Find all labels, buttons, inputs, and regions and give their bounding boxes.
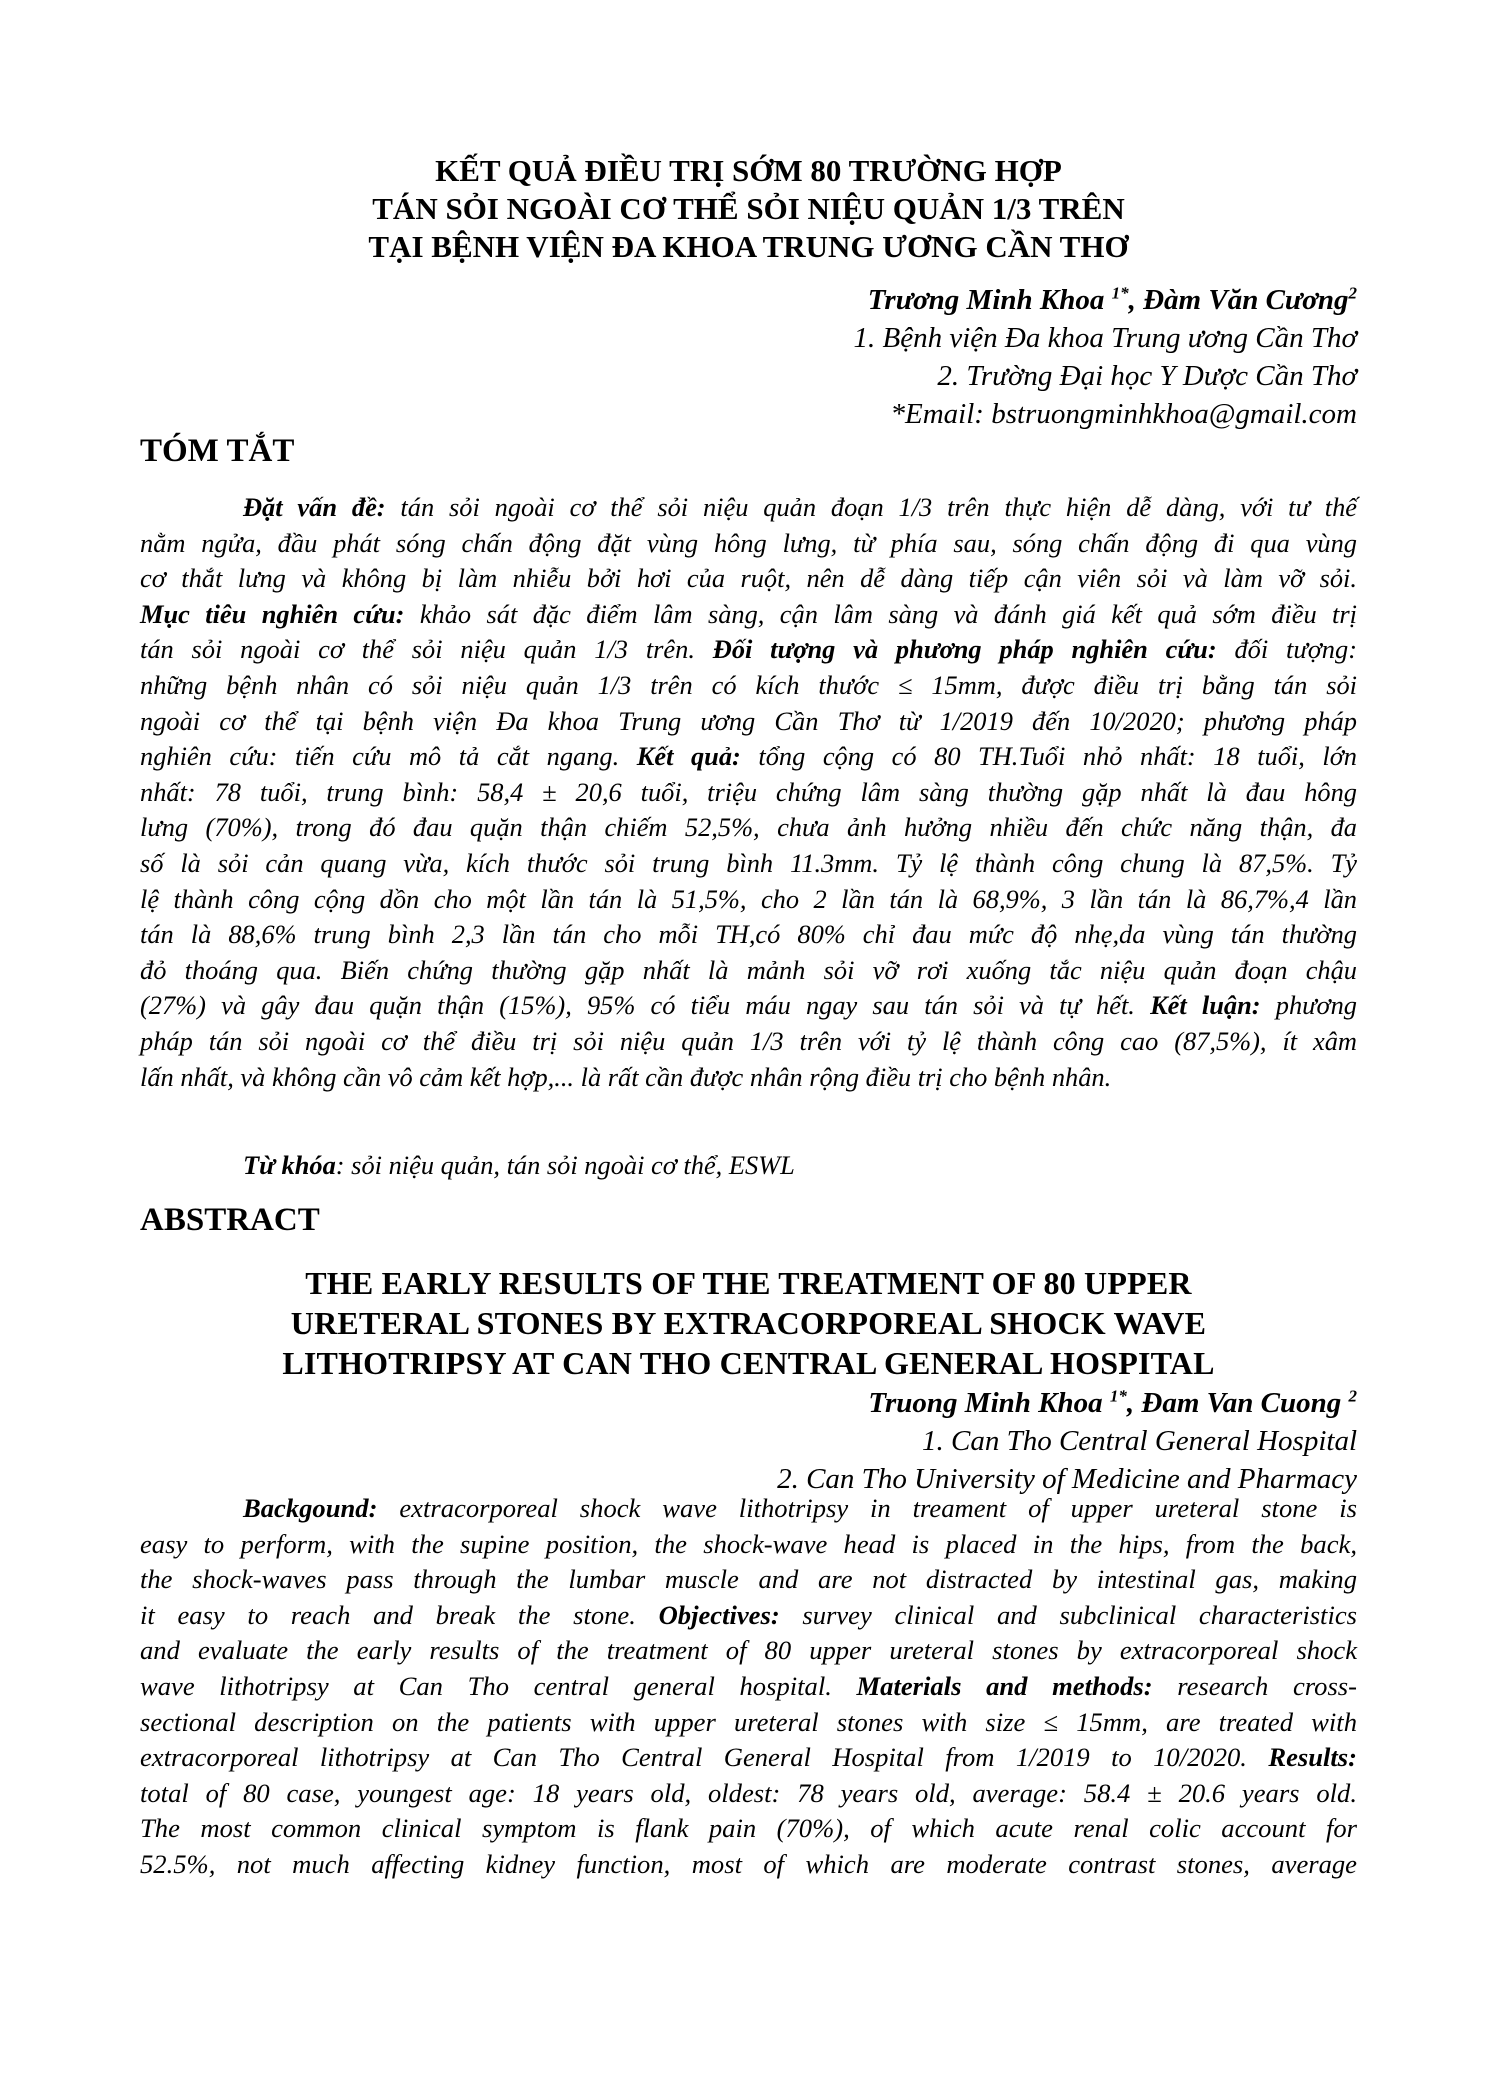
paragraph-line <box>140 1811 1357 1847</box>
author-superscript: 2 <box>1348 1386 1357 1406</box>
paragraph-line <box>140 1024 1357 1060</box>
title-line: LITHOTRIPSY AT CAN THO CENTRAL GENERAL HOSPITAL <box>282 1345 1215 1381</box>
paragraph-line <box>140 739 1357 775</box>
section-label: Materials and methods: <box>856 1670 1153 1701</box>
paragraph-line <box>140 1740 1357 1776</box>
paragraph-text: lệ thành công cộng dồn cho một lần tán là 51,5%, cho 2 lần tán là 68,9%, 3 lần tán là 86,7%,4 lần <box>140 883 1357 914</box>
title-line: URETERAL STONES BY EXTRACORPOREAL SHOCK WAVE <box>290 1305 1207 1341</box>
paragraph-line <box>140 953 1357 989</box>
author-line <box>777 1384 1357 1422</box>
keywords-label: Từ khóa <box>243 1150 336 1180</box>
section-label: Results: <box>1268 1742 1357 1773</box>
paragraph-text: easy to perform, with the supine position, the shock-wave head is placed in the hips, from the back, <box>140 1528 1357 1559</box>
author-email: *Email: bstruongminhkhoa@gmail.com <box>890 398 1357 430</box>
vietnamese-summary-body <box>140 490 1357 1095</box>
paragraph-text: total of 80 case, youngest age: 18 years old, oldest: 78 years old, average: 58.4 ± 20.6 years old. <box>140 1777 1357 1808</box>
vietnamese-title <box>0 152 1497 266</box>
author-superscript: 1* <box>1109 1386 1127 1406</box>
paragraph-line <box>140 810 1357 846</box>
author-separator: , <box>1126 1387 1142 1419</box>
author-line <box>853 281 1357 319</box>
paragraph-text: wave lithotripsy at Can Tho central general hospital. <box>140 1670 857 1701</box>
author-superscript: 2 <box>1348 283 1357 303</box>
paragraph-line <box>140 1776 1357 1812</box>
paragraph-text: tổng cộng có 80 TH.Tuổi nhỏ nhất: 18 tuổi, lớn <box>740 741 1358 772</box>
paragraph-line <box>140 632 1357 668</box>
section-label: Mục tiêu nghiên cứu: <box>140 598 405 629</box>
paragraph-line <box>140 1491 1357 1527</box>
paragraph-text: it easy to reach and break the stone. <box>140 1599 659 1630</box>
paragraph-line <box>140 846 1357 882</box>
paragraph-text: survey clinical and subclinical characteristics <box>779 1599 1357 1630</box>
section-label: Đặt vấn đề: <box>243 492 386 522</box>
vietnamese-author-block <box>853 281 1357 433</box>
paragraph-text: and evaluate the early results of the treatment of 80 upper ureteral stones by extracorporeal shock <box>140 1635 1357 1666</box>
author-superscript: 1* <box>1111 283 1129 303</box>
paragraph-text: 52.5%, not much affecting kidney function, most of which are moderate contrast stones, average <box>140 1848 1357 1879</box>
author-separator: , <box>1128 284 1144 316</box>
paragraph-text: extracorporeal lithotripsy at Can Tho Central General Hospital from 1/2019 to 10/2020. <box>140 1742 1269 1773</box>
affiliation: 2. Can Tho University of Medicine and Pharmacy <box>777 1463 1357 1495</box>
paragraph-text: đỏ thoáng qua. Biến chứng thường gặp nhất là mảnh sỏi vỡ rơi xuống tắc niệu quản đoạn chậu <box>140 954 1357 985</box>
paragraph-text: tán là 88,6% trung bình 2,3 lần tán cho mỗi TH,có 80% chỉ đau mức độ nhẹ,da vùng tán thường <box>140 919 1357 950</box>
section-label: Kết luận: <box>1150 990 1261 1021</box>
english-author-block <box>777 1384 1357 1498</box>
paragraph-line <box>140 988 1357 1024</box>
paragraph-text: the shock-waves pass through the lumbar muscle and are not distracted by intestinal gas, making <box>140 1564 1357 1595</box>
paragraph-line <box>140 1060 1357 1096</box>
affiliation: 2. Trường Đại học Y Dược Cần Thơ <box>937 360 1357 392</box>
paragraph-line <box>140 597 1357 633</box>
paragraph-line <box>140 704 1357 740</box>
author-name: Đam Van Cuong <box>1141 1387 1349 1419</box>
title-line: TẠI BỆNH VIỆN ĐA KHOA TRUNG ƯƠNG CẦN THƠ <box>368 229 1129 264</box>
affiliation: 1. Can Tho Central General Hospital <box>921 1425 1357 1457</box>
abstract-heading: ABSTRACT <box>140 1202 320 1238</box>
keywords <box>243 1150 795 1181</box>
author-name: Trương Minh Khoa <box>867 284 1112 316</box>
paragraph-line <box>140 1847 1357 1883</box>
paragraph-text: nhất: 78 tuổi, trung bình: 58,4 ± 20,6 tuổi, triệu chứng lâm sàng thường gặp nhất là đau hông <box>140 776 1357 807</box>
paragraph-text: số là sỏi cản quang vừa, kích thước sỏi trung bình 11.3mm. Tỷ lệ thành công chung là 87,5%. Tỷ <box>140 847 1357 878</box>
paragraph-line <box>140 1527 1357 1563</box>
paragraph-text: khảo sát đặc điểm lâm sàng, cận lâm sàng và đánh giá kết quả sớm điều trị <box>404 598 1357 629</box>
paragraph-line <box>140 1705 1357 1741</box>
paragraph-text: những bệnh nhân có sỏi niệu quản 1/3 trên có kích thước ≤ 15mm, được điều trị bằng tán sỏi <box>140 669 1357 700</box>
title-line: TÁN SỎI NGOÀI CƠ THỂ SỎI NIỆU QUẢN 1/3 TRÊN <box>372 191 1125 226</box>
paragraph-text: tán sỏi ngoài cơ thể sỏi niệu quản đoạn 1/3 trên thực hiện dễ dàng, với tư thế <box>385 492 1357 522</box>
affiliation: 1. Bệnh viện Đa khoa Trung ương Cần Thơ <box>853 322 1357 354</box>
paragraph-text: tán sỏi ngoài cơ thể sỏi niệu quản 1/3 trên. <box>140 634 713 665</box>
paragraph-text: The most common clinical symptom is flank pain (70%), of which acute renal colic account for <box>140 1813 1357 1844</box>
paragraph-line <box>140 882 1357 918</box>
english-title <box>0 1263 1497 1383</box>
title-line: THE EARLY RESULTS OF THE TREATMENT OF 80 UPPER <box>305 1265 1192 1301</box>
paragraph-text: đối tượng: <box>1216 634 1357 665</box>
author-name: Đàm Văn Cương <box>1143 284 1349 316</box>
paragraph-line <box>140 668 1357 704</box>
paragraph-line <box>140 1562 1357 1598</box>
paragraph-line <box>140 1598 1357 1634</box>
paragraph-text: nghiên cứu: tiến cứu mô tả cắt ngang. <box>140 741 637 772</box>
paragraph-text: lấn nhất, và không cần vô cảm kết hợp,... là rất cần được nhân rộng điều trị cho bệnh nhân. <box>140 1061 1112 1092</box>
english-abstract-body <box>140 1491 1357 1883</box>
section-label: Kết quả: <box>636 741 741 772</box>
paragraph-line <box>140 775 1357 811</box>
paragraph-line <box>140 917 1357 953</box>
section-label: Objectives: <box>658 1599 780 1630</box>
section-label: Backgound: <box>243 1493 378 1523</box>
paragraph-text: ngoài cơ thể tại bệnh viện Đa khoa Trung ương Cần Thơ từ 1/2019 đến 10/2020; phương pháp <box>140 705 1357 736</box>
paragraph-text: extracorporeal shock wave lithotripsy in treament of upper ureteral stone is <box>377 1493 1357 1523</box>
paragraph-text: (27%) và gây đau quặn thận (15%), 95% có tiểu máu ngay sau tán sỏi và tự hết. <box>140 990 1151 1021</box>
paragraph-text: phương <box>1260 990 1358 1021</box>
keywords-text: : sỏi niệu quản, tán sỏi ngoài cơ thể, ESWL <box>335 1150 795 1180</box>
summary-heading: TÓM TẮT <box>140 433 295 469</box>
paragraph-text: research cross- <box>1152 1670 1357 1701</box>
paragraph-text: lưng (70%), trong đó đau quặn thận chiếm 52,5%, chưa ảnh hưởng nhiều đến chức năng thận, đa <box>140 812 1357 843</box>
paragraph-text: nằm ngửa, đầu phát sóng chấn động đặt vùng hông lưng, từ phía sau, sóng chấn động đi qua vùng <box>140 527 1357 558</box>
paragraph-line <box>140 526 1357 562</box>
section-label: Đối tượng và phương pháp nghiên cứu: <box>712 634 1217 665</box>
paragraph-line <box>140 490 1357 526</box>
paragraph-text: cơ thắt lưng và không bị làm nhiễu bởi hơi của ruột, nên dễ dàng tiếp cận viên sỏi và làm vỡ sỏi. <box>140 563 1357 594</box>
title-line: KẾT QUẢ ĐIỀU TRỊ SỚM 80 TRƯỜNG HỢP <box>435 153 1062 188</box>
paragraph-line <box>140 1669 1357 1705</box>
paragraph-text: pháp tán sỏi ngoài cơ thể điều trị sỏi niệu quản 1/3 trên với tỷ lệ thành công cao (87,5%), ít xâm <box>140 1025 1357 1056</box>
paragraph-line <box>140 561 1357 597</box>
author-name: Truong Minh Khoa <box>868 1387 1110 1419</box>
paragraph-text: sectional description on the patients with upper ureteral stones with size ≤ 15mm, are treated with <box>140 1706 1357 1737</box>
paragraph-line <box>140 1633 1357 1669</box>
